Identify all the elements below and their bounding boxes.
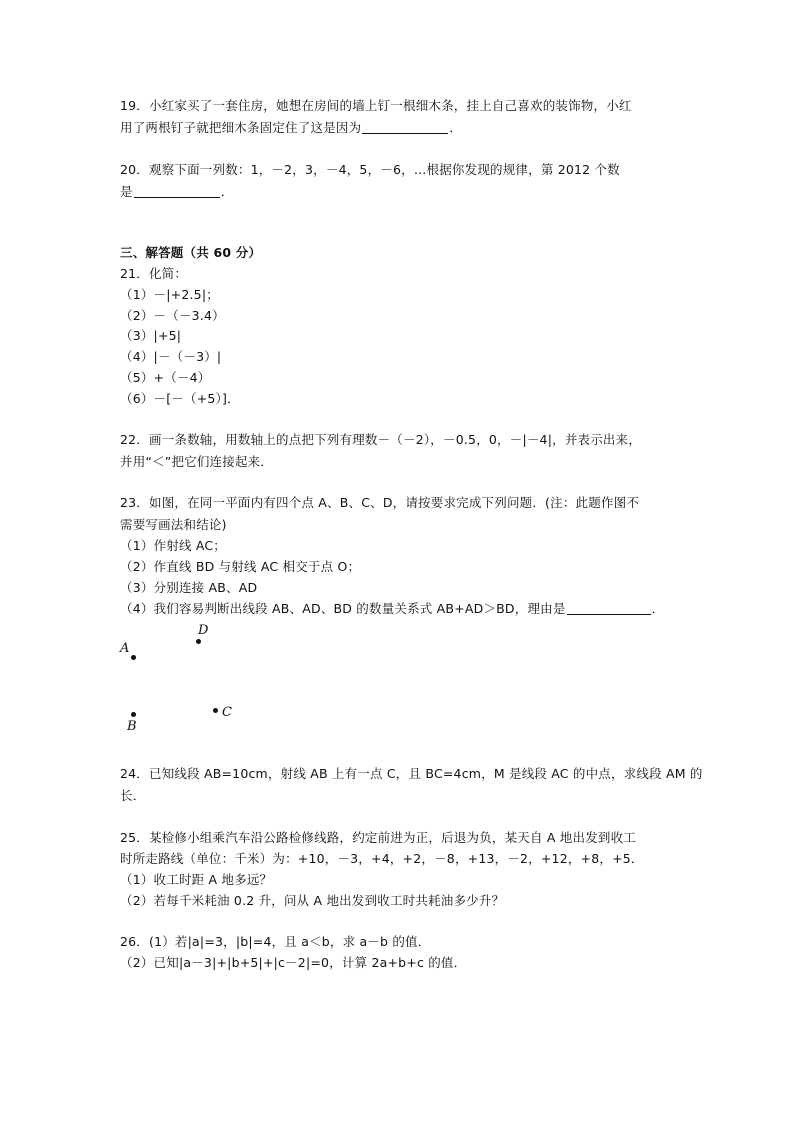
q23-line1: 23．如图，在同一平面内有四个点 A、B、C、D，请按要求完成下列问题．(注：此题作图不 (120, 495, 640, 510)
point-d (196, 639, 201, 644)
q19-line1: 19．小红家买了一套住房，她想在房间的墙上钉一根细木条，挂上自己喜欢的装饰物，小红 (120, 98, 632, 113)
q19-line2-text: 用了两根钉子就把细木条固定住了这是因为 (120, 120, 362, 135)
q20-line2-text: 是 (120, 184, 133, 199)
point-label-d: D (198, 623, 209, 638)
q25-line2: 时所走路线（单位：千米）为：+10，－3，+4，+2，－8，+13，－2，+12，+8，+5． (120, 851, 644, 866)
q22-line2: 并用“＜”把它们连接起来． (120, 454, 274, 469)
q23-item4-end: ． (651, 601, 665, 616)
point-c (213, 708, 218, 713)
point-label-a: A (120, 641, 130, 656)
q25-item: （1）收工时距 A 地多远？ (120, 872, 273, 887)
q23-line2: 需要写画法和结论) (120, 517, 227, 532)
q23-item4-text: （4）我们容易判断出线段 AB、AD、BD 的数量关系式 AB+AD＞BD，理由是 (120, 601, 566, 616)
q19-line2 (120, 118, 462, 138)
q19-answer-blank[interactable] (362, 119, 448, 134)
q22-line1: 22．画一条数轴，用数轴上的点把下列有理数－（－2），－0.5，0，－|－4|，并表示出来， (120, 432, 642, 447)
q21-item: （2）－（－3.4） (120, 308, 225, 323)
q23-answer-blank[interactable] (567, 600, 651, 615)
q24-line2: 长． (120, 788, 146, 803)
point-a (131, 655, 136, 660)
q23-item4 (120, 599, 664, 619)
q21-item: （3）|+5| (120, 328, 182, 343)
q25-item: （2）若每千米耗油 0.2 升，问从 A 地出发到收工时共耗油多少升？ (120, 893, 505, 908)
q21-item: （1）－|+2.5|； (120, 287, 219, 302)
q21-item: （4）|－（－3）| (120, 349, 222, 364)
q25-line1: 25．某检修小组乘汽车沿公路检修线路，约定前进为正，后退为负，某天自 A 地出发到收工 (120, 830, 637, 845)
q23-item: （2）作直线 BD 与射线 AC 相交于点 O； (120, 559, 361, 574)
q23-item: （1）作射线 AC； (120, 538, 226, 553)
point-label-c: C (222, 705, 232, 720)
q21-stem: 21．化简： (120, 266, 188, 281)
q21-item: （6）－[－（+5）]． (120, 391, 240, 406)
q20-answer-blank[interactable] (134, 183, 220, 198)
q20-line2-end: ． (220, 184, 234, 199)
q20-line2 (120, 182, 233, 202)
point-b (131, 712, 136, 717)
q21-item: （5）+（－4） (120, 370, 211, 385)
q20-line1: 20．观察下面一列数：1，－2，3，－4，5，－6，…根据你发现的规律，第 2012 个数 (120, 162, 620, 177)
q24-line1: 24．已知线段 AB=10cm，射线 AB 上有一点 C，且 BC=4cm，M 是线段 AC 的中点，求线段 AM 的 (120, 766, 703, 781)
q19-line2-end: ． (449, 120, 463, 135)
section-title: 三、解答题（共 60 分） (120, 245, 262, 260)
q26-item: （2）已知|a－3|+|b+5|+|c－2|=0，计算 2a+b+c 的值． (120, 955, 467, 970)
q26-item: 26．(1）若|a|=3，|b|=4，且 a＜b，求 a－b 的值． (120, 934, 431, 949)
q23-item: （3）分别连接 AB、AD (120, 580, 258, 595)
point-label-b: B (127, 719, 137, 734)
